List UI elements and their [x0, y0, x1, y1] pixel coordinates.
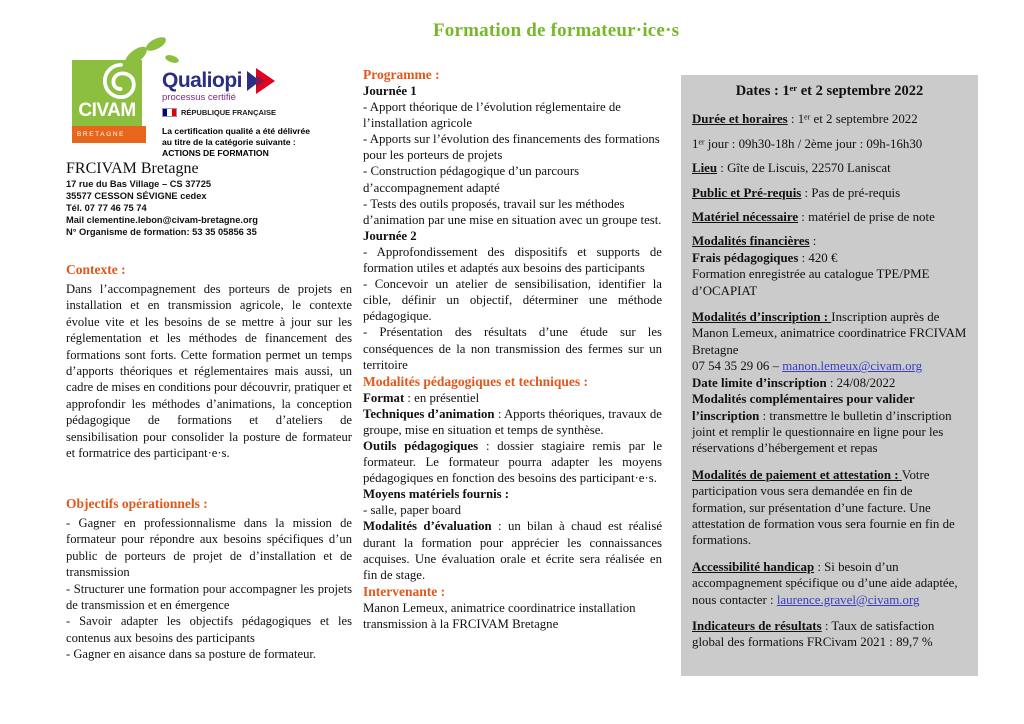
objectifs-section — [66, 496, 352, 663]
day1-title: Journée 1 — [363, 84, 417, 98]
day2-item: - Approfondissement des dispositifs et supports de formation utiles et adaptés aux besoins des participants — [363, 244, 662, 276]
indicateurs-item — [692, 618, 967, 651]
complementaires-label: Modalités complémentaires pour valider l’inscription — [692, 392, 915, 423]
financieres-label: Modalités financières — [692, 234, 810, 249]
modalites-heading: Modalités pédagogiques et techniques : — [363, 373, 589, 389]
qualiopi-arrows-icon — [246, 68, 276, 94]
evaluation-label: Modalités d’évaluation — [363, 519, 492, 534]
objectif-item: - Savoir adapter les objectifs pédagogiques et les contenus aux besoins des participants — [66, 614, 352, 645]
lieu-label: Lieu — [692, 161, 718, 176]
intervenante-heading: Intervenante : — [363, 583, 446, 599]
inscription-phone: 07 54 35 29 06 – — [692, 359, 783, 374]
inscription-email-link[interactable]: manon.lemeux@civam.org — [782, 359, 923, 374]
day2-item: - Concevoir un atelier de sensibilisation, identifier la cible, définir un objectif, déterminer une méthode pédagogique. — [363, 277, 662, 324]
financieres-text: : — [809, 234, 817, 249]
frais-text: : 420 € — [798, 250, 838, 265]
civam-wordmark: CIVAM — [78, 100, 136, 121]
contact-mail: Mail clementine.lebon@civam-bretagne.org — [66, 214, 258, 225]
day1-item: - Tests des outils proposés, travail sur les méthodes d’animation par une mise en situation avec un groupe test. — [363, 196, 662, 227]
handicap-email-link[interactable]: laurence.gravel@civam.org — [776, 592, 920, 607]
public-item — [692, 185, 967, 201]
indicateurs-text: : Taux de satisfaction global des formations FRCivam 2021 : 89,7 % — [692, 618, 935, 650]
handicap-text: : Si besoin d’un accompagnement spécifique ou d’une aide adaptée, nous contacter : — [692, 559, 958, 607]
duree-label: Durée et horaires — [692, 112, 788, 127]
contact-address2: 35577 CESSON SÉVIGNE cedex — [66, 190, 207, 201]
complementaires-text: : transmettre le bulletin d’inscription joint et remplir le questionnaire en ligne pour les réservations d’hébergement et repas — [692, 408, 952, 456]
qualiopi-logo — [162, 68, 352, 159]
frais-item — [692, 250, 967, 266]
paiement-label: Modalités de paiement et attestation : — [692, 467, 902, 482]
contexte-section — [66, 262, 352, 461]
duree-item — [692, 111, 967, 127]
objectif-item: - Gagner en professionnalisme dans la mission de formateur pour répondre aux besoins spécifiques d’un public de porteurs de projet de d’installation et de transmission — [66, 516, 352, 580]
contact-phone: Tél. 07 77 46 75 74 — [66, 202, 147, 213]
day2-item: - Présentation des résultats d’une étude sur les conséquences de la non transmission des fermes sur un territoire — [363, 325, 662, 372]
duree-text: : 1ᵉʳ et 2 septembre 2022 — [787, 112, 918, 127]
complementaires-item — [692, 391, 967, 457]
outils-text: : dossier stagiaire remis par le formateur. Le formateur pourra adapter les moyens pédagogiques en fonction des besoins des participant·e·s. — [363, 438, 662, 486]
modalites-techniques — [363, 406, 662, 438]
page-title: Formation de formateur·ice·s — [433, 20, 680, 41]
format-text: : en présentiel — [404, 390, 480, 405]
modalites-evaluation — [363, 518, 662, 582]
day1-item: - Apports sur l’évolution des financements des formations pour les porteurs de projets — [363, 132, 660, 163]
modalites-outils — [363, 438, 662, 486]
format-label: Format — [363, 390, 405, 405]
techniques-text: : Apports théoriques, travaux de groupe, mise en situation et temps de synthèse. — [363, 406, 662, 437]
paiement-item — [692, 467, 967, 549]
inscription-label: Modalités d’inscription : — [692, 310, 832, 325]
date-limite-label: Date limite d’inscription — [692, 375, 827, 390]
french-flag-icon — [162, 108, 177, 117]
paiement-text: Votre participation vous sera demandée en fin de formation, sur présentation d’une facture. Une attestation de formation vous sera fournie en fin de formations. — [692, 467, 955, 548]
date-limite-item — [692, 375, 967, 391]
certification-note: La certification qualité a été délivrée au titre de la catégorie suivante : ACTIONS DE FORMATION — [162, 126, 311, 158]
objectif-item: - Structurer une formation pour accompagner les projets de transmission et en émergence — [66, 581, 352, 613]
indicateurs-label: Indicateurs de résultats — [692, 618, 822, 633]
materiel-label: Matériel nécessaire — [692, 210, 799, 225]
objectifs-heading: Objectifs opérationnels : — [66, 496, 208, 511]
lieu-item — [692, 160, 967, 176]
public-text: : Pas de pré-requis — [801, 185, 901, 200]
contexte-heading: Contexte : — [66, 262, 126, 277]
intervenante-text: Manon Lemeux, animatrice coordinatrice installation transmission à la FRCIVAM Bretagne — [363, 600, 636, 631]
inscription-item — [692, 309, 967, 358]
day2-title: Journée 2 — [363, 228, 417, 243]
org-name: FRCIVAM Bretagne — [66, 160, 199, 177]
materiel-item — [692, 209, 967, 225]
public-label: Public et Pré-requis — [692, 185, 802, 200]
practical-info-box — [681, 75, 978, 676]
handicap-item — [692, 559, 967, 608]
ocapiat-line: Formation enregistrée au catalogue TPE/PME d’OCAPIAT — [692, 267, 930, 298]
evaluation-text: : un bilan à chaud est réalisé durant la formation pour apprécier les connaissances acquises. Une évaluation orale et écrite sera réalisée en fin de stage. — [363, 519, 662, 582]
techniques-label: Techniques d’animation — [363, 406, 495, 421]
date-limite-text: : 24/08/2022 — [826, 375, 896, 390]
contexte-paragraph: Dans l’accompagnement des porteurs de projets en installation et en transmission agricole, le contexte évolue vite et les besoins de se mettre à jour sur les réglementation et les méthodes de financement des formations sont forts. Cette formation permet un temps d’apports théoriques et réglementaires mais aussi, un cadre de mises en conditions pour découvrir, pratiquer et approfondir les méthodes d’animations, la conception pédagogique de formations et d’ateliers de sensibilisation pour consolider la posture de formateur et formatrice des participant·e·s. — [66, 282, 352, 461]
contact-block — [66, 160, 352, 238]
spiral-icon — [102, 62, 140, 100]
logo-block — [66, 40, 352, 160]
moyens-item: - salle, paper board — [363, 503, 462, 518]
horaires-line: 1ᵉʳ jour : 09h30-18h / 2ème jour : 09h-16h30 — [692, 136, 923, 151]
civam-region-label: BRETAGNE — [72, 126, 146, 143]
financieres-item — [692, 233, 967, 249]
programme-heading: Programme : — [363, 67, 440, 82]
objectif-item: - Gagner en aisance dans sa posture de formateur. — [66, 647, 317, 662]
contact-address1: 17 rue du Bas Village – CS 37725 — [66, 179, 212, 189]
handicap-label: Accessibilité handicap — [692, 559, 815, 574]
frais-label: Frais pédagogiques — [692, 250, 799, 265]
day1-item: - Construction pédagogique d’un parcours d’accompagnement adapté — [363, 164, 580, 195]
modalites-format — [363, 390, 662, 406]
contact-registration: N° Organisme de formation: 53 35 05856 35 — [66, 226, 257, 237]
qualiopi-subtitle: processus certifié — [162, 92, 236, 103]
middle-column — [363, 66, 662, 632]
qualiopi-wordmark: Qualiopi — [162, 69, 242, 92]
inscription-text: Inscription auprès de Manon Lemeux, animatrice coordinatrice FRCIVAM Bretagne — [692, 310, 967, 357]
day1-item: - Apport théorique de l’évolution réglementaire de l’installation agricole — [363, 100, 621, 131]
outils-label: Outils pédagogiques — [363, 438, 479, 453]
civam-logo — [72, 60, 142, 126]
inscription-contact-line — [692, 358, 967, 374]
materiel-text: : matériel de prise de note — [798, 210, 935, 225]
lieu-text: : Gîte de Liscuis, 22570 Laniscat — [717, 161, 891, 176]
dates-heading: Dates : 1ᵉʳ et 2 septembre 2022 — [735, 83, 924, 99]
republique-label: RÉPUBLIQUE FRANÇAISE — [181, 108, 277, 117]
moyens-label: Moyens matériels fournis : — [363, 487, 510, 502]
